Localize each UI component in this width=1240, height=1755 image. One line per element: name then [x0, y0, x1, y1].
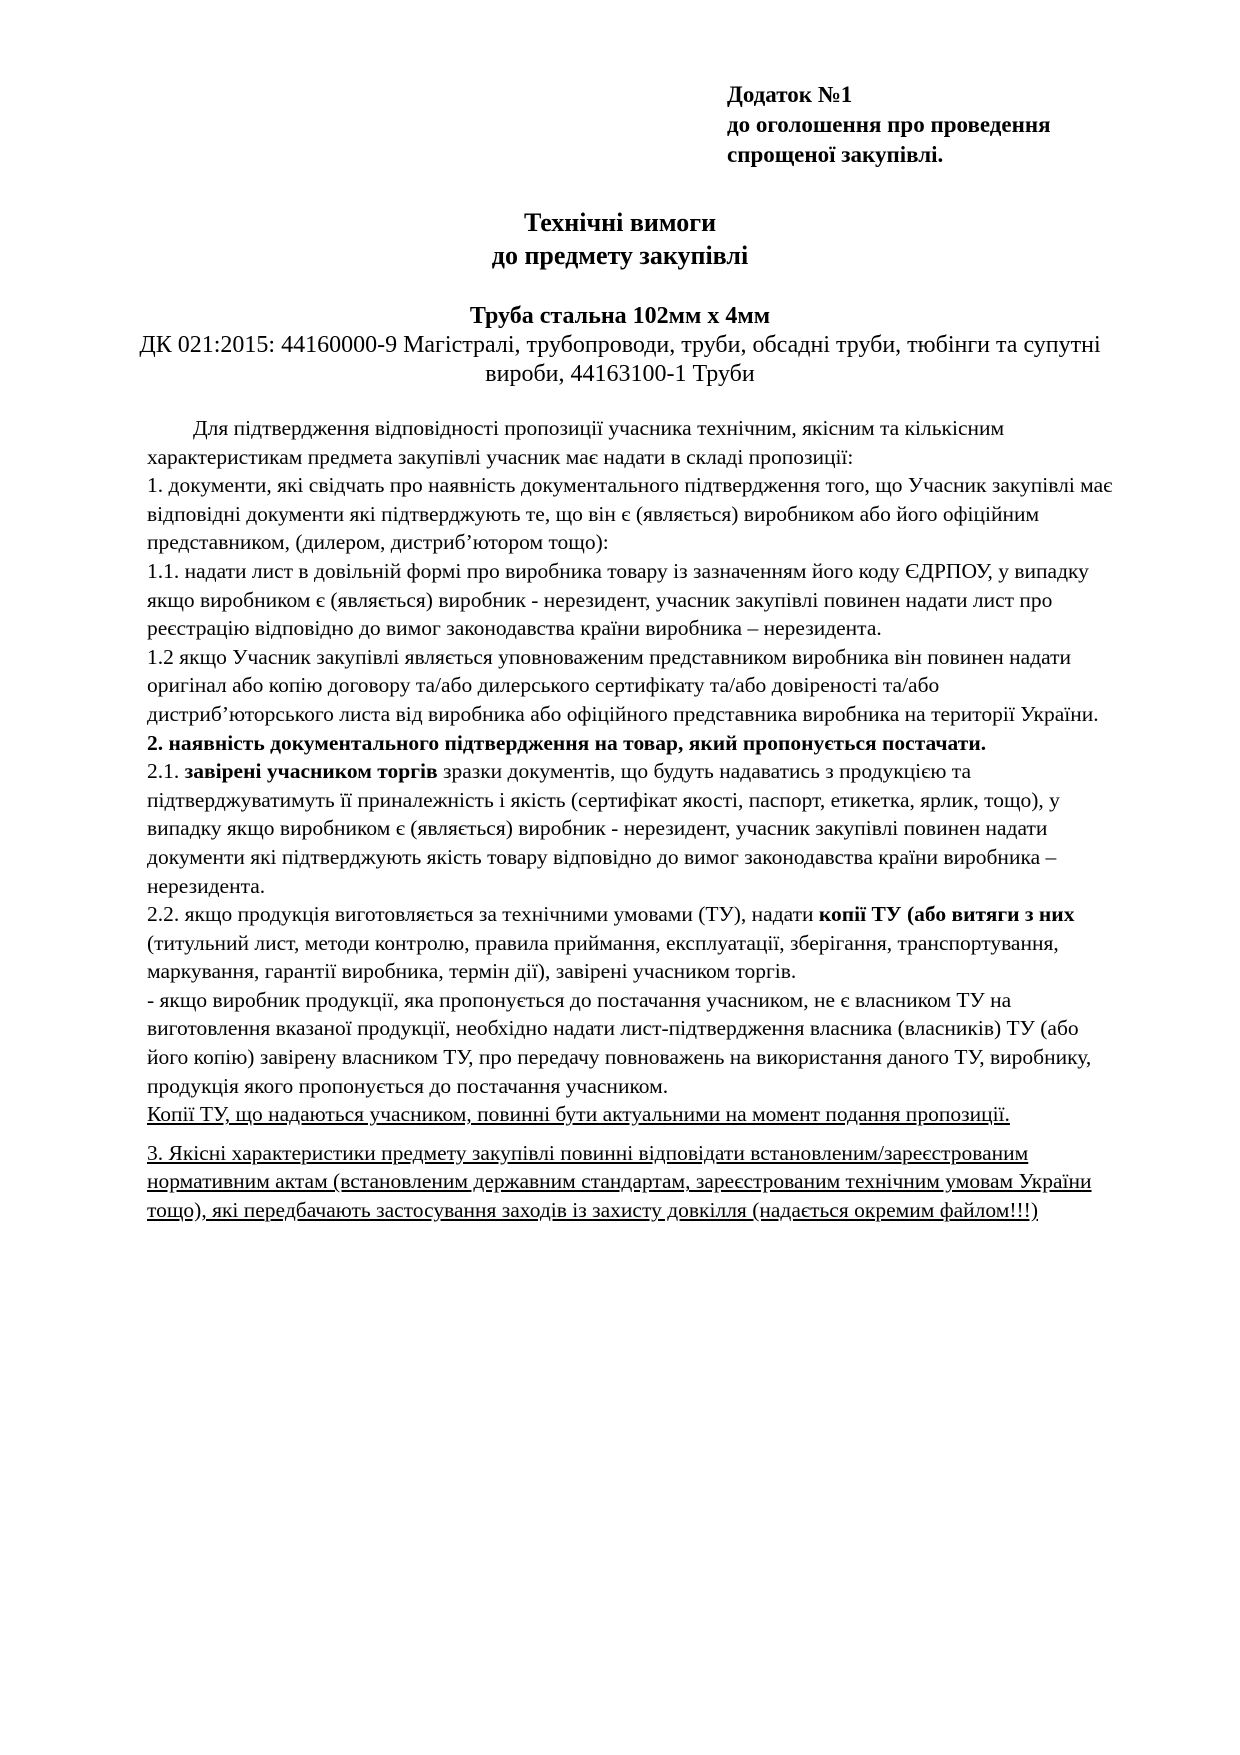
item1-line: представником, (дилером, дистриб’ютором тощо):	[147, 530, 609, 555]
item1-2-line: дистриб’юторського листа від виробника або офіційного представника виробника на території України.	[147, 701, 1099, 726]
intro-line: Для підтвердження відповідності пропозиції учасника технічним, якісним та кількісним	[193, 416, 1005, 440]
dash-item-line: продукція якого пропонується до постачання учасником.	[147, 1073, 669, 1098]
item3-line: нормативним актам (встановленим державним стандартам, зареєстрованим технічним умовам України	[147, 1169, 1092, 1194]
title-line: до предмету закупівлі	[491, 241, 749, 270]
item2-2-first-line	[147, 900, 1197, 929]
item3-line: тощо), які передбачають застосування заходів із захисту довкілля (надається окремим файлом!!!)	[147, 1198, 1038, 1223]
document-body	[147, 414, 1197, 1225]
item2-1-line: документи які підтверджують якість товару відповідно до вимог законодавства країни виробника –	[147, 844, 1057, 869]
item1-1-line: реєстрацію відповідно до вимог законодавства країни виробника – нерезидента.	[147, 616, 882, 641]
item1-2-line: 1.2 якщо Учасник закупівлі являється уповноваженим представником виробника він повинен надати	[147, 644, 1072, 669]
annex-line: спрощеної закупівлі.	[727, 142, 944, 167]
item1-line: 1. документи, які свідчать про наявність документального підтвердження того, що Учасник закупівлі має	[147, 473, 1113, 498]
item1-1-line: якщо виробником є (являється) виробник - нерезидент, учасник закупівлі повинен надати лист про	[147, 587, 1053, 612]
annex-line: Додаток №1	[727, 82, 853, 107]
item1-line: відповідні документи які підтверджують те, що він є (являється) виробником або його офіційним	[147, 501, 1040, 526]
item2-1-line: випадку якщо виробником є (являється) виробник - нерезидент, учасник закупівлі повинен надати	[147, 816, 1048, 841]
underlined-note: Копії ТУ, що надаються учасником, повинні бути актуальними на момент подання пропозиції.	[147, 1102, 1010, 1127]
item2-1-rest: зразки документів, що будуть надаватись з продукцією та	[437, 759, 971, 784]
item1-1-line: 1.1. надати лист в довільній формі про виробника товару із зазначенням його коду ЄДРПОУ, у випадку	[147, 558, 1089, 583]
annex-line: до оголошення про проведення	[727, 112, 1051, 137]
item2-2-bold: копії ТУ (або витяги з них	[818, 902, 1075, 927]
document-title	[0, 206, 1240, 272]
item2-2-line: маркування, гарантії виробника, термін дії), завірені учасником торгів.	[147, 959, 797, 984]
intro-line: характеристикам предмета закупівлі учасник має надати в складі пропозиції:	[147, 444, 854, 469]
item3-line: 3. Якісні характеристики предмету закупівлі повинні відповідати встановленим/зареєстрованим	[147, 1140, 1029, 1165]
product-block	[0, 302, 1240, 389]
item2-2-prefix: 2.2. якщо продукція виготовляється за технічними умовами (ТУ), надати	[147, 902, 819, 927]
title-line: Технічні вимоги	[523, 208, 717, 237]
product-code-line: ДК 021:2015: 44160000-9 Магістралі, трубопроводи, труби, обсадні труби, тюбінги та супутні	[139, 332, 1101, 358]
item2-heading: 2. наявність документального підтвердження на товар, який пропонується постачати.	[147, 730, 987, 755]
dash-item-line: - якщо виробник продукції, яка пропонується до постачання учасником, не є власником ТУ на	[147, 987, 1012, 1012]
spacer	[147, 1129, 1197, 1139]
product-code-line: вироби, 44163100-1 Труби	[485, 361, 755, 387]
item2-2-line: (титульний лист, методи контролю, правила приймання, експлуатації, зберігання, транспортування,	[147, 930, 1059, 955]
product-name: Труба стальна 102мм х 4мм	[469, 303, 771, 329]
annex-header	[727, 80, 1051, 170]
item2-1-first-line	[147, 757, 1197, 786]
item2-1-prefix: 2.1.	[147, 759, 185, 784]
item2-1-line: нерезидента.	[147, 873, 266, 898]
item2-1-line: підтверджуватимуть її приналежність і якість (сертифікат якості, паспорт, етикетка, ярлик, тощо), у	[147, 787, 1060, 812]
dash-item-line: його копію) завірену власником ТУ, про передачу повноважень на використання даного ТУ, виробнику,	[147, 1045, 1092, 1070]
item1-2-line: оригінал або копію договору та/або дилерського сертифікату та/або довіреності та/або	[147, 673, 940, 698]
item2-1-bold: завірені учасником торгів	[184, 759, 438, 784]
dash-item-line: виготовлення вказаної продукції, необхідно надати лист-підтвердження власника (власників) ТУ (або	[147, 1016, 1079, 1041]
